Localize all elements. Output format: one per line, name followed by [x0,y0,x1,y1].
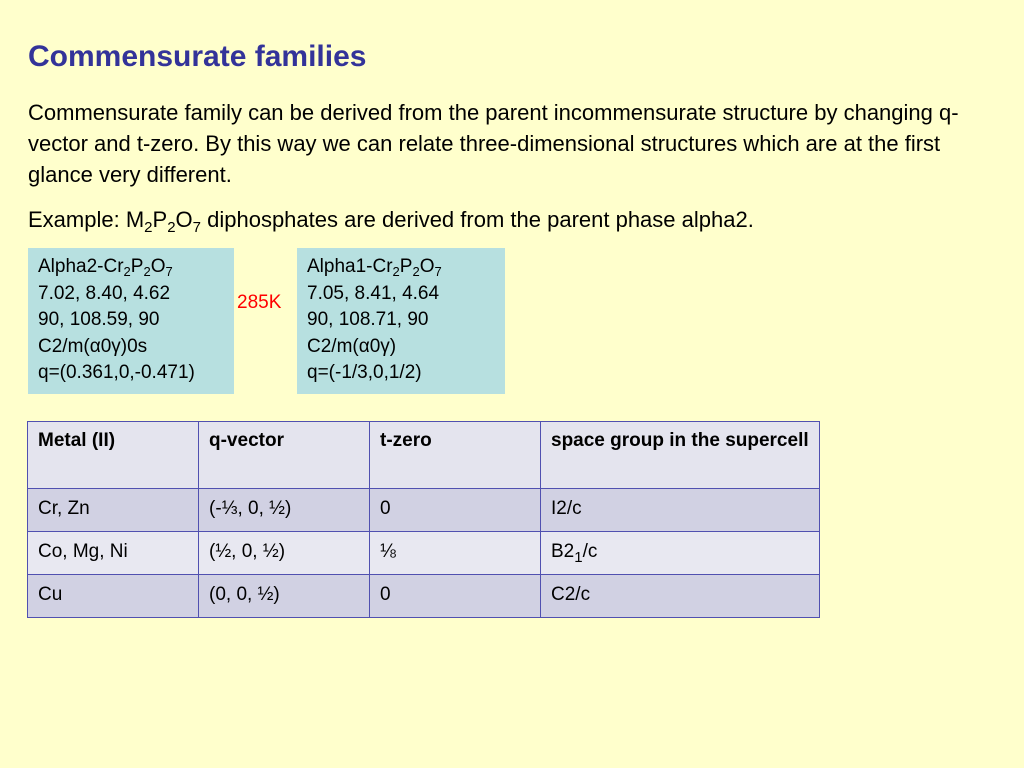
header-space-group: space group in the supercell [541,422,820,489]
phase-alpha1-name [307,254,497,281]
space-group-main: I2/c [551,498,582,519]
phase-alpha2-sub-3: 7 [165,264,173,279]
phase-alpha2-angles: 90, 108.59, 90 [38,309,160,330]
commensurate-families-table [27,421,820,618]
cell-metal: Cu [28,575,199,618]
phase-alpha2-sub-1: 2 [123,264,131,279]
example-p: P [152,207,168,232]
header-q-vector: q-vector [199,422,370,489]
example-o: O [175,207,193,232]
cell-t-zero: ⅛ [370,532,541,575]
space-group-main: B2 [551,541,575,562]
phase-alpha1-o: O [419,256,435,277]
example-sub-2: 2 [167,219,176,236]
cell-q-vector: (0, 0, ½) [199,575,370,618]
table-row [28,489,820,532]
space-group-rest: /c [582,541,598,562]
cell-t-zero: 0 [370,575,541,618]
table-header-row [28,422,820,489]
phase-alpha1-q: q=(-1/3,0,1/2) [307,362,422,383]
example-prefix: Example: M [28,207,145,232]
phase-alpha1-name-prefix: Alpha1-Cr [307,256,393,277]
space-group-sub: 1 [574,549,583,566]
header-t-zero: t-zero [370,422,541,489]
cell-metal: Co, Mg, Ni [28,532,199,575]
example-sub-1: 2 [144,219,153,236]
example-line [28,204,754,235]
example-suffix: diphosphates are derived from the parent phase alpha2. [201,207,754,232]
cell-space-group [541,532,820,575]
phase-alpha2-name-prefix: Alpha2-Cr [38,256,124,277]
phase-alpha2-p: P [130,256,144,277]
cell-q-vector: (½, 0, ½) [199,532,370,575]
cell-metal: Cr, Zn [28,489,199,532]
phase-alpha2-q: q=(0.361,0,-0.471) [38,362,195,383]
phase-alpha2-group: C2/m(α0γ)0s [38,335,148,357]
cell-space-group [541,575,820,618]
phase-alpha1-box [297,248,505,394]
table-row [28,532,820,575]
phase-alpha1-sub-3: 7 [434,264,442,279]
space-group-main: C2/c [551,584,591,605]
slide-title: Commensurate families [28,40,367,73]
example-sub-3: 7 [192,219,201,236]
phase-alpha2-o: O [150,256,166,277]
cell-q-vector: (-⅓, 0, ½) [199,489,370,532]
phase-alpha2-cell: 7.02, 8.40, 4.62 [38,282,171,304]
phase-alpha1-sub-1: 2 [392,264,400,279]
phase-alpha2-sub-2: 2 [143,264,151,279]
table-row [28,575,820,618]
phase-alpha1-angles: 90, 108.71, 90 [307,309,429,330]
phase-alpha2-box [28,248,234,394]
cell-t-zero: 0 [370,489,541,532]
phase-alpha1-group: C2/m(α0γ) [307,335,397,357]
phase-alpha1-cell: 7.05, 8.41, 4.64 [307,282,440,304]
phase-alpha1-p: P [399,256,413,277]
header-metal: Metal (II) [28,422,199,489]
cell-space-group [541,489,820,532]
phase-alpha2-name [38,254,226,281]
phase-alpha1-sub-2: 2 [412,264,420,279]
intro-paragraph: Commensurate family can be derived from the parent incommensurate structure by changing q-vector and t-zero. By this way we can relate three-dimensional structures which are at the first glance very different. [28,100,959,187]
transition-temperature: 285K [237,292,282,313]
